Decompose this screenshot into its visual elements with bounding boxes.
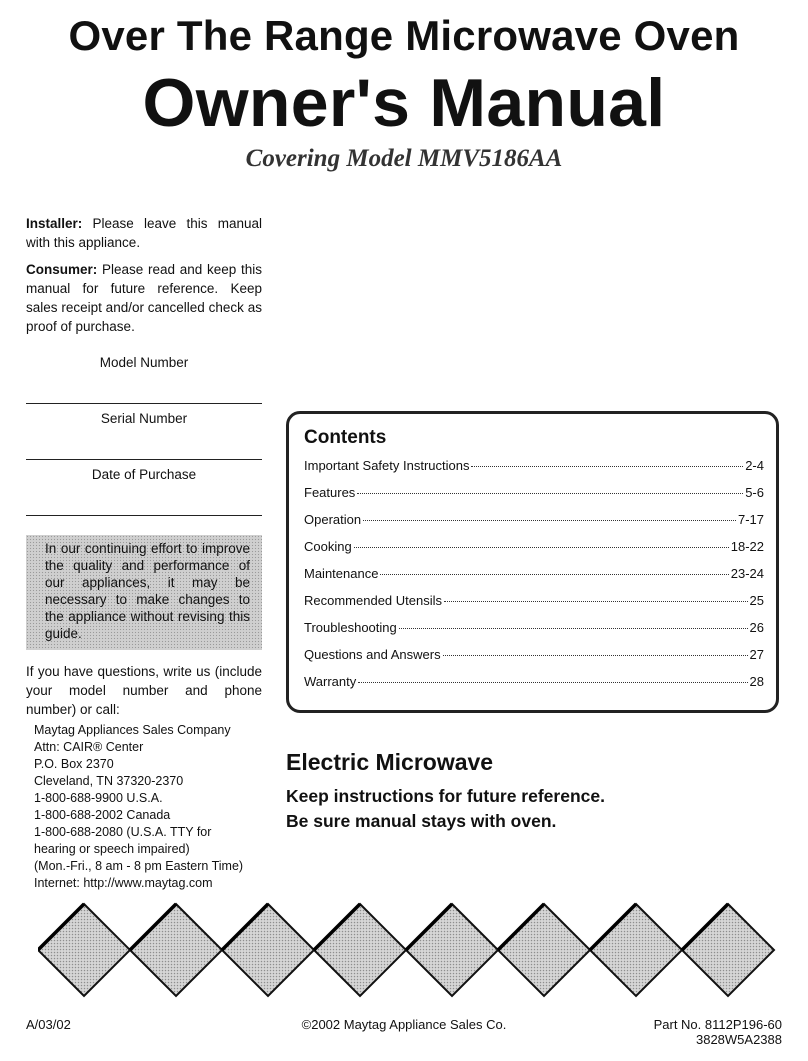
diamond-shape [682, 904, 774, 996]
toc-label: Cooking [304, 539, 352, 554]
product-heading: Electric Microwave [286, 749, 494, 775]
toc-pages: 25 [749, 593, 764, 608]
toc-leader [443, 655, 748, 656]
toc-item [304, 620, 764, 647]
consumer-note [26, 260, 262, 336]
diamond-pattern-graphic [38, 900, 778, 1000]
publication-code: A/03/02 [26, 1017, 71, 1032]
model-number-label: Model Number [99, 355, 189, 370]
address-line: 1-800-688-2080 (U.S.A. TTY for [34, 825, 212, 839]
date-of-purchase-line [26, 515, 262, 516]
installer-text: Please leave this manual with this appliance. [26, 216, 262, 250]
questions-text: If you have questions, write us (include your model number and phone number) or call: [26, 664, 262, 717]
table-of-contents [304, 458, 764, 701]
toc-item [304, 485, 764, 512]
copyright-notice: ©2002 Maytag Appliance Sales Co. [301, 1017, 507, 1032]
toc-leader [471, 466, 743, 467]
consumer-label: Consumer: [26, 262, 98, 277]
toc-pages: 27 [749, 647, 764, 662]
diamond-shape [314, 904, 406, 996]
diamond-shape [406, 904, 498, 996]
toc-label: Recommended Utensils [304, 593, 443, 608]
toc-item [304, 458, 764, 485]
toc-item [304, 512, 764, 539]
toc-leader [357, 493, 743, 494]
toc-label: Troubleshooting [304, 620, 397, 635]
part-code-text: 3828W5A2388 [695, 1032, 782, 1047]
installer-label: Installer: [26, 216, 83, 231]
toc-pages: 18-22 [730, 539, 764, 554]
owner-notes [26, 214, 262, 336]
installer-note [26, 214, 262, 252]
toc-leader [358, 682, 747, 683]
address-line: Maytag Appliances Sales Company [34, 723, 231, 737]
toc-label: Questions and Answers [304, 647, 441, 662]
address-line: 1-800-688-2002 Canada [34, 808, 171, 822]
toc-item [304, 539, 764, 566]
document-subtitle: Owner's Manual [142, 65, 666, 141]
toc-label: Maintenance [304, 566, 379, 581]
toc-label: Operation [304, 512, 362, 527]
toc-item [304, 674, 764, 701]
toc-leader [399, 628, 748, 629]
diamond-shape [590, 904, 682, 996]
toc-item [304, 566, 764, 593]
serial-number-line [26, 459, 262, 460]
part-number-text: Part No. 8112P196-60 [653, 1017, 782, 1032]
address-line: Internet: http://www.maytag.com [34, 876, 213, 890]
consumer-text: Please read and keep this manual for future reference. Keep sales receipt and/or cancelled check as proof of purchase. [26, 262, 262, 334]
improvement-notice: In our continuing effort to improve the quality and performance of our appliances, it may be necessary to make changes to the appliance without revising this guide. [26, 535, 262, 650]
toc-item [304, 647, 764, 674]
contents-box [286, 411, 779, 713]
toc-leader [380, 574, 728, 575]
toc-leader [444, 601, 748, 602]
address-line: P.O. Box 2370 [34, 757, 114, 771]
toc-leader [363, 520, 736, 521]
toc-label: Important Safety Instructions [304, 458, 470, 473]
address-line: Cleveland, TN 37320-2370 [34, 774, 184, 788]
manual-stays-line: Be sure manual stays with oven. [286, 811, 557, 831]
toc-pages: 28 [749, 674, 764, 689]
address-line: 1-800-688-9900 U.S.A. [34, 791, 163, 805]
diamond-shape [498, 904, 590, 996]
diamond-shape [38, 904, 130, 996]
toc-pages: 26 [749, 620, 764, 635]
toc-item [304, 593, 764, 620]
part-number [654, 1017, 782, 1047]
address-line: (Mon.-Fri., 8 am - 8 pm Eastern Time) [34, 859, 244, 873]
serial-number-label: Serial Number [100, 411, 188, 426]
toc-pages: 5-6 [745, 485, 764, 500]
keep-instructions-line: Keep instructions for future reference. [286, 786, 605, 806]
diamond-shape [130, 904, 222, 996]
date-of-purchase-label: Date of Purchase [91, 467, 197, 482]
toc-pages: 7-17 [737, 512, 764, 527]
toc-label: Warranty [304, 674, 357, 689]
toc-pages: 2-4 [745, 458, 764, 473]
model-number-line [26, 403, 262, 404]
toc-label: Features [304, 485, 356, 500]
toc-pages: 23-24 [730, 566, 764, 581]
contents-title: Contents [304, 427, 387, 448]
address-line: hearing or speech impaired) [34, 842, 190, 856]
contact-address [34, 722, 274, 892]
diamond-shape [222, 904, 314, 996]
toc-leader [354, 547, 729, 548]
model-line: Covering Model MMV5186AA [245, 145, 563, 172]
address-line: Attn: CAIR® Center [34, 740, 144, 754]
document-title: Over The Range Microwave Oven [68, 12, 740, 59]
